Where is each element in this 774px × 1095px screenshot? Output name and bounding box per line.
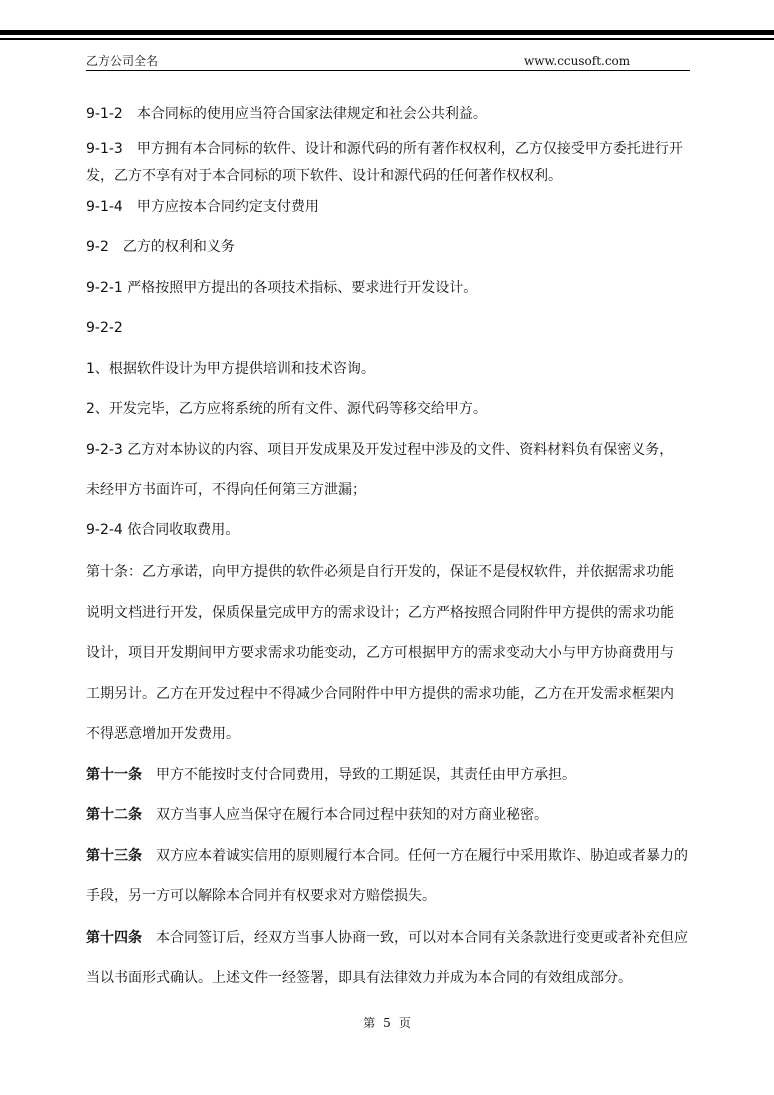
clause-9-1-3-line2: 发，乙方不享有对于本合同标的项下软件、设计和源代码的任何著作权权利。 xyxy=(86,168,562,184)
clause-9-2-2: 9-2-2 xyxy=(86,320,123,336)
page-header xyxy=(86,52,690,70)
clause-9-2-2-item1: 1、根据软件设计为甲方提供培训和技术咨询。 xyxy=(86,361,375,377)
article-10-line3: 设计，项目开发期间甲方要求需求功能变动，乙方可根据甲方的需求变动大小与甲方协商费用与 xyxy=(86,645,674,661)
article-11-text: 甲方不能按时支付合同费用，导致的工期延误，其责任由甲方承担。 xyxy=(142,767,576,783)
article-10-line1: 第十条：乙方承诺，向甲方提供的软件必须是自行开发的，保证不是侵权软件，并依据需求功能 xyxy=(86,564,674,580)
clause-9-2-3-line1: 9-2-3 乙方对本协议的内容、项目开发成果及开发过程中涉及的文件、资料材料负有保密义务， xyxy=(86,442,674,458)
article-10-line5: 不得恶意增加开发费用。 xyxy=(86,726,240,742)
clause-9-1-4: 9-1-4 甲方应按本合同约定支付费用 xyxy=(86,199,319,215)
header-company-name: 乙方公司全名 xyxy=(86,54,159,68)
page-footer xyxy=(0,1014,774,1032)
article-12 xyxy=(86,805,690,825)
article-10-line2: 说明文档进行开发，保质保量完成甲方的需求设计；乙方严格按照合同附件甲方提供的需求功能 xyxy=(86,605,674,621)
clause-9-1-2: 9-1-2 本合同标的使用应当符合国家法律规定和社会公共利益。 xyxy=(86,106,487,122)
article-14-line2: 当以书面形式确认。上述文件一经签署，即具有法律效力并成为本合同的有效组成部分。 xyxy=(86,970,632,986)
clause-9-2-3-line2: 未经甲方书面许可，不得向任何第三方泄漏； xyxy=(86,482,366,498)
footer-prefix: 第 xyxy=(363,1016,376,1030)
article-14-line1 xyxy=(86,928,690,948)
article-14-title: 第十四条 xyxy=(86,930,142,946)
article-13-line2: 手段，另一方可以解除本合同并有权要求对方赔偿损失。 xyxy=(86,888,436,904)
header-divider xyxy=(86,70,690,71)
header-website: www.ccusoft.com xyxy=(524,54,631,68)
section-9-2-heading: 9-2 乙方的权利和义务 xyxy=(86,239,235,255)
page-number: 5 xyxy=(383,1016,391,1030)
article-13-line1 xyxy=(86,846,690,866)
article-13-title: 第十三条 xyxy=(86,848,142,864)
article-12-title: 第十二条 xyxy=(86,807,142,823)
article-10-line4: 工期另计。乙方在开发过程中不得减少合同附件中甲方提供的需求功能，乙方在开发需求框架内 xyxy=(86,686,674,702)
clause-9-1-3-line1: 9-1-3 甲方拥有本合同标的软件、设计和源代码的所有著作权权利，乙方仅接受甲方委托进行开 xyxy=(86,141,683,157)
article-12-text: 双方当事人应当保守在履行本合同过程中获知的对方商业秘密。 xyxy=(142,807,548,823)
clause-9-2-1: 9-2-1 严格按照甲方提出的各项技术指标、要求进行开发设计。 xyxy=(86,280,478,296)
article-13-text: 双方应本着诚实信用的原则履行本合同。任何一方在履行中采用欺诈、胁迫或者暴力的 xyxy=(142,848,688,864)
article-11-title: 第十一条 xyxy=(86,767,142,783)
top-border-thin xyxy=(0,38,774,40)
article-14-text: 本合同签订后，经双方当事人协商一致，可以对本合同有关条款进行变更或者补充但应 xyxy=(142,930,688,946)
top-border-thick xyxy=(0,30,774,35)
article-11 xyxy=(86,765,690,785)
clause-9-2-2-item2: 2、开发完毕，乙方应将系统的所有文件、源代码等移交给甲方。 xyxy=(86,401,487,417)
clause-9-2-4: 9-2-4 依合同收取费用。 xyxy=(86,522,240,538)
footer-suffix: 页 xyxy=(398,1016,411,1030)
